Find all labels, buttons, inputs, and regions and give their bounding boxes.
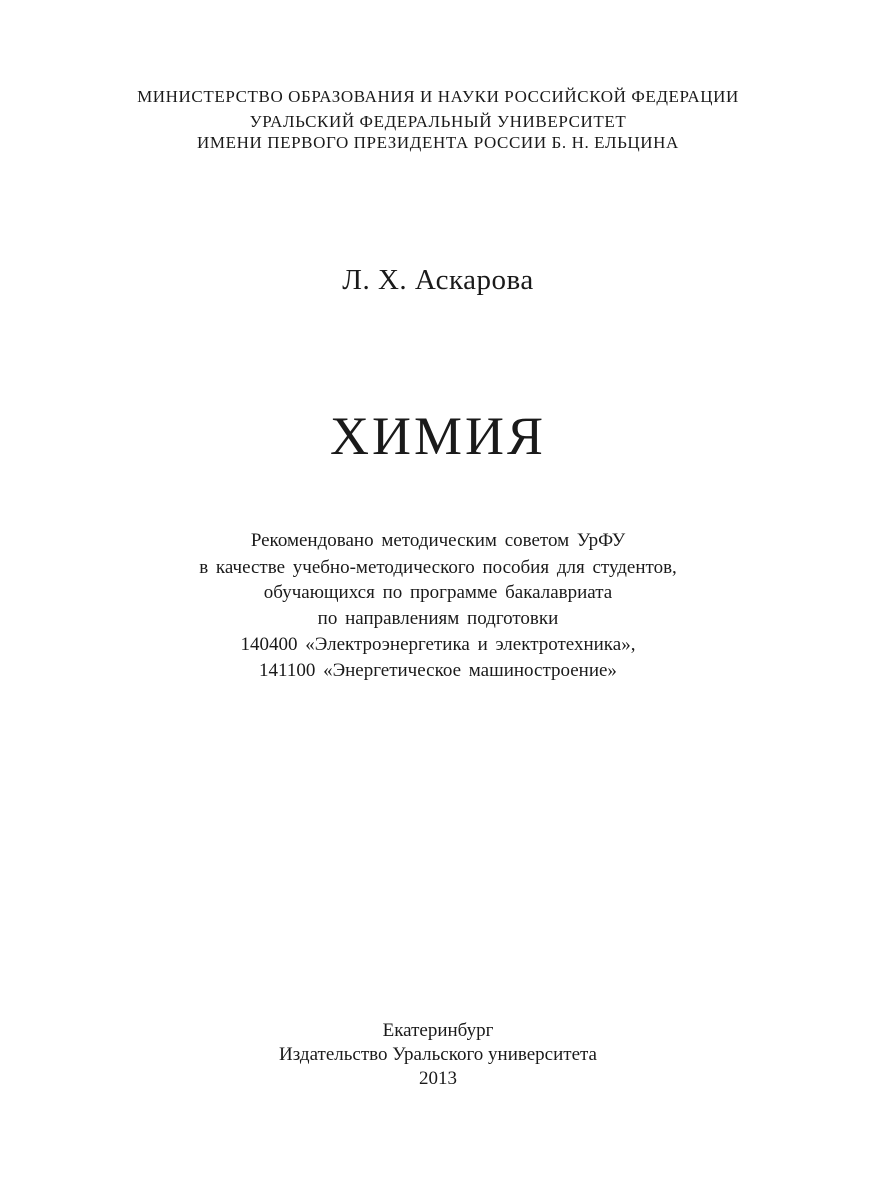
imprint-publisher: Издательство Уральского университета (279, 1044, 597, 1065)
imprint-year: 2013 (419, 1068, 457, 1089)
recommendation-line: Рекомендовано методическим советом УрФУ (250, 530, 626, 551)
university-name-line-1: УРАЛЬСКИЙ ФЕДЕРАЛЬНЫЙ УНИВЕРСИТЕТ (249, 112, 627, 131)
recommendation-line: обучающихся по программе бакалавриата (263, 582, 613, 603)
author-name: Л. Х. Аскарова (342, 264, 534, 296)
ministry-name: МИНИСТЕРСТВО ОБРАЗОВАНИЯ И НАУКИ РОССИЙСКОЙ ФЕДЕРАЦИИ (137, 87, 739, 106)
book-title: ХИМИЯ (329, 406, 547, 466)
recommendation-line: в качестве учебно-методического пособия для студентов, (199, 557, 677, 578)
imprint-city: Екатеринбург (382, 1020, 494, 1041)
university-name-line-2: ИМЕНИ ПЕРВОГО ПРЕЗИДЕНТА РОССИИ Б. Н. ЕЛЬЦИНА (197, 133, 679, 152)
recommendation-line: 141100 «Энергетическое машиностроение» (259, 660, 617, 681)
recommendation-line: 140400 «Электроэнергетика и электротехника», (240, 634, 636, 655)
recommendation-line: по направлениям подготовки (317, 608, 559, 629)
